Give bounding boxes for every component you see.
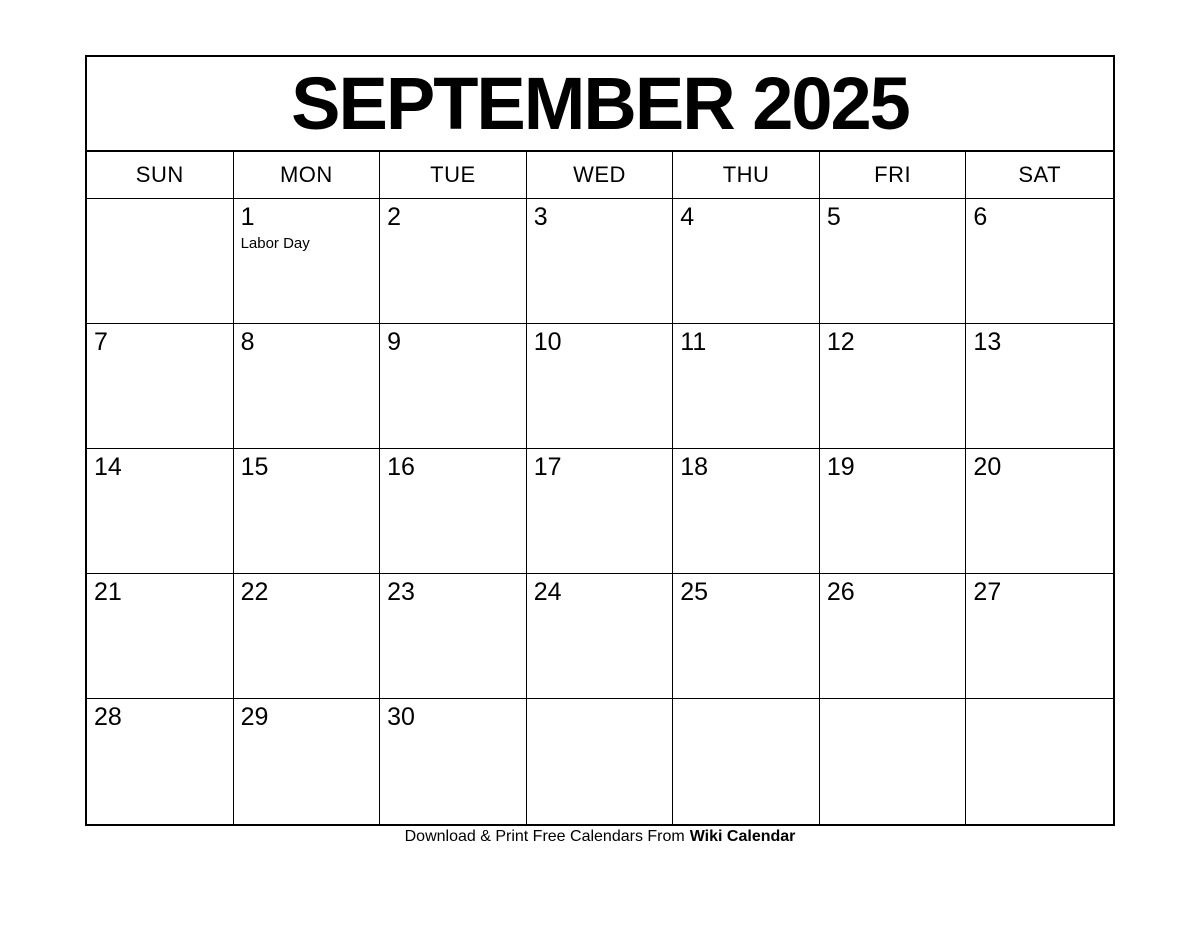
day-number: 25 bbox=[680, 578, 709, 606]
day-cell-20 bbox=[966, 449, 1113, 574]
calendar-title-box bbox=[87, 57, 1113, 152]
day-number: 13 bbox=[973, 328, 1002, 356]
day-cell-21 bbox=[87, 574, 234, 699]
weekday-header-tue: TUE bbox=[380, 152, 527, 199]
day-cell-5 bbox=[820, 199, 967, 324]
footer-text: Download & Print Free Calendars From bbox=[404, 828, 685, 845]
day-cell-4 bbox=[673, 199, 820, 324]
day-cell-2 bbox=[380, 199, 527, 324]
day-cell-empty bbox=[820, 699, 967, 824]
day-number: 26 bbox=[826, 578, 855, 606]
day-number: 11 bbox=[680, 328, 707, 356]
day-number: 1 bbox=[240, 203, 255, 231]
day-number: 4 bbox=[680, 203, 695, 231]
day-number: 24 bbox=[533, 578, 562, 606]
day-cell-1 bbox=[234, 199, 381, 324]
day-cell-7 bbox=[87, 324, 234, 449]
day-cell-11 bbox=[673, 324, 820, 449]
day-number: 28 bbox=[94, 703, 122, 731]
day-number: 5 bbox=[826, 203, 841, 231]
day-number: 23 bbox=[387, 578, 415, 606]
day-number: 17 bbox=[533, 453, 562, 481]
day-number: 12 bbox=[826, 328, 855, 356]
footer-credit bbox=[0, 828, 1200, 846]
day-cell-25 bbox=[673, 574, 820, 699]
day-number: 7 bbox=[94, 328, 108, 356]
day-cell-13 bbox=[966, 324, 1113, 449]
day-cell-15 bbox=[234, 449, 381, 574]
day-number: 14 bbox=[94, 453, 122, 481]
day-cell-empty bbox=[87, 199, 234, 324]
day-number: 20 bbox=[973, 453, 1002, 481]
day-number: 22 bbox=[240, 578, 269, 606]
day-cell-9 bbox=[380, 324, 527, 449]
day-cell-empty bbox=[527, 699, 674, 824]
day-cell-empty bbox=[966, 699, 1113, 824]
day-number: 19 bbox=[826, 453, 855, 481]
weekday-header-sun: SUN bbox=[87, 152, 234, 199]
calendar-title: SEPTEMBER 2025 bbox=[291, 62, 909, 145]
day-cell-28 bbox=[87, 699, 234, 824]
weekday-header-mon: MON bbox=[234, 152, 381, 199]
day-number: 16 bbox=[387, 453, 415, 481]
day-cell-29 bbox=[234, 699, 381, 824]
day-number: 10 bbox=[533, 328, 562, 356]
calendar-grid bbox=[87, 152, 1113, 824]
day-number: 6 bbox=[973, 203, 988, 231]
day-cell-3 bbox=[527, 199, 674, 324]
day-cell-8 bbox=[234, 324, 381, 449]
weekday-header-fri: FRI bbox=[820, 152, 967, 199]
day-cell-27 bbox=[966, 574, 1113, 699]
day-number: 30 bbox=[387, 703, 415, 731]
day-cell-empty bbox=[673, 699, 820, 824]
weekday-header-thu: THU bbox=[673, 152, 820, 199]
day-cell-10 bbox=[527, 324, 674, 449]
day-cell-19 bbox=[820, 449, 967, 574]
day-number: 2 bbox=[387, 203, 402, 231]
day-number: 8 bbox=[240, 328, 255, 356]
day-cell-16 bbox=[380, 449, 527, 574]
day-cell-24 bbox=[527, 574, 674, 699]
day-number: 27 bbox=[973, 578, 1002, 606]
day-cell-30 bbox=[380, 699, 527, 824]
day-number: 18 bbox=[680, 453, 709, 481]
day-number: 3 bbox=[533, 203, 548, 231]
day-cell-18 bbox=[673, 449, 820, 574]
day-number: 21 bbox=[94, 578, 122, 606]
day-cell-12 bbox=[820, 324, 967, 449]
day-number: 15 bbox=[240, 453, 269, 481]
calendar bbox=[85, 55, 1115, 826]
day-number: 29 bbox=[240, 703, 269, 731]
day-cell-14 bbox=[87, 449, 234, 574]
footer-brand: Wiki Calendar bbox=[689, 828, 796, 845]
day-cell-6 bbox=[966, 199, 1113, 324]
day-cell-23 bbox=[380, 574, 527, 699]
day-number: 9 bbox=[387, 328, 402, 356]
day-cell-26 bbox=[820, 574, 967, 699]
weekday-header-wed: WED bbox=[527, 152, 674, 199]
day-cell-22 bbox=[234, 574, 381, 699]
weekday-header-sat: SAT bbox=[966, 152, 1113, 199]
day-cell-17 bbox=[527, 449, 674, 574]
event-label-labor-day: Labor Day bbox=[240, 235, 310, 252]
